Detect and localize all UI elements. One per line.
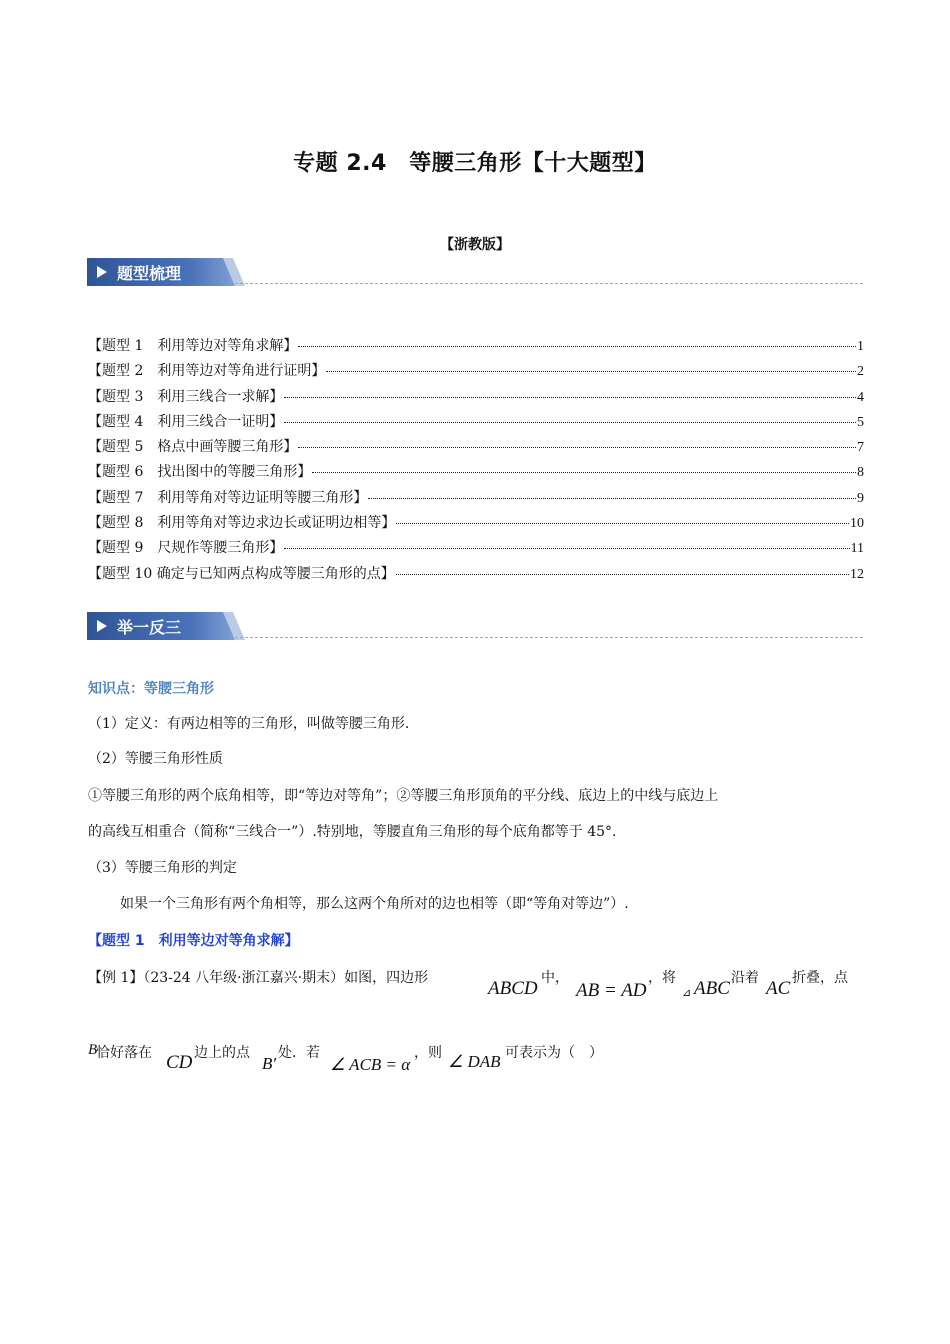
example-prefix: 【例 1】（23-24 八年级·浙江嘉兴·期末）如图，四边形 bbox=[88, 970, 429, 986]
toc-leader bbox=[284, 534, 849, 549]
example-text: 可表示为（ ） bbox=[505, 1045, 603, 1061]
toc-entry-3[interactable] bbox=[88, 385, 864, 410]
toc-page-number: 1 bbox=[857, 339, 864, 354]
page-title: 专题 2.4 等腰三角形【十大题型】 bbox=[293, 151, 657, 176]
math-abcd: ABCD bbox=[488, 978, 538, 999]
math-cd: CD bbox=[166, 1052, 193, 1073]
toc-entry-text: 【题型 2 利用等边对等角进行证明】 bbox=[88, 363, 326, 380]
toc-page-number: 9 bbox=[857, 490, 864, 506]
toc-entry-8[interactable] bbox=[88, 511, 864, 536]
toc-page-number: 12 bbox=[850, 566, 864, 582]
toc-entry-text: 【题型 4 利用三线合一证明】 bbox=[88, 413, 284, 430]
math-angle-acb-alpha: ∠ ACB = α bbox=[330, 1055, 411, 1074]
toc-entry-text: 【题型 9 尺规作等腰三角形】 bbox=[88, 540, 284, 557]
toc-entry-6[interactable] bbox=[88, 460, 864, 485]
example-text: 中， bbox=[541, 970, 569, 986]
section-banner-examples bbox=[87, 612, 863, 640]
toc-leader bbox=[312, 458, 856, 473]
toc-entry-text: 【题型 8 利用等角对等边求边长或证明边相等】 bbox=[88, 515, 396, 532]
toc-page-number: 7 bbox=[857, 440, 864, 456]
toc-entry-10[interactable] bbox=[88, 562, 864, 587]
toc-page-number: 10 bbox=[850, 516, 864, 532]
math-ac: AC bbox=[766, 978, 791, 999]
toc-entry-4[interactable] bbox=[88, 410, 864, 435]
toc-entry-9[interactable] bbox=[88, 536, 864, 561]
properties-paragraph-line2: 的高线互相重合（简称“三线合一”）.特别地，等腰直角三角形的每个底角都等于 45°. bbox=[88, 824, 617, 840]
toc-entry-text: 【题型 7 利用等角对等边证明等腰三角形】 bbox=[88, 489, 368, 506]
toc-page-number: 4 bbox=[857, 389, 864, 405]
math-b-prime: B′ bbox=[262, 1054, 277, 1073]
toc-page-number: 5 bbox=[857, 414, 864, 430]
toc-entry-text: 【题型 1 利用等边对等角求解】 bbox=[88, 338, 298, 354]
example-text: 边上的点 bbox=[194, 1045, 250, 1061]
example-text: 折叠，点 bbox=[792, 970, 848, 986]
section-banner-toc bbox=[87, 258, 863, 286]
example-text: 恰好落在 bbox=[96, 1045, 152, 1061]
toc-leader bbox=[326, 357, 856, 372]
math-ab-equals-ad: AB = AD bbox=[576, 980, 647, 1001]
toc-leader bbox=[368, 484, 856, 499]
toc-entry-text: 【题型 10 确定与已知两点构成等腰三角形的点】 bbox=[88, 565, 395, 582]
toc-leader bbox=[396, 509, 849, 524]
knowledge-heading: 知识点：等腰三角形 bbox=[88, 681, 214, 697]
triangle-icon: ⊿ bbox=[682, 987, 692, 999]
play-icon bbox=[97, 620, 107, 632]
example-text: ，将 bbox=[648, 970, 676, 986]
banner-label: 举一反三 bbox=[117, 618, 182, 637]
toc-leader bbox=[298, 433, 856, 448]
toc-leader bbox=[396, 560, 849, 575]
edition-label: 【浙教版】 bbox=[440, 237, 510, 253]
play-icon bbox=[97, 266, 107, 278]
math-b: B bbox=[88, 1042, 98, 1058]
properties-heading: （2）等腰三角形性质 bbox=[88, 751, 223, 767]
table-of-contents bbox=[88, 334, 864, 587]
toc-leader bbox=[284, 408, 856, 423]
toc-leader bbox=[298, 332, 856, 347]
criteria-paragraph: 如果一个三角形有两个角相等，那么这两个角所对的边也相等（即“等角对等边”）. bbox=[120, 896, 629, 912]
toc-entry-text: 【题型 6 找出图中的等腰三角形】 bbox=[88, 464, 312, 481]
definition-paragraph: （1）定义：有两边相等的三角形，叫做等腰三角形. bbox=[88, 716, 410, 732]
toc-entry-5[interactable] bbox=[88, 435, 864, 460]
example-text: 沿着 bbox=[731, 970, 759, 986]
math-angle-dab: ∠ DAB bbox=[448, 1052, 501, 1071]
toc-page-number: 8 bbox=[857, 465, 864, 481]
toc-page-number: 11 bbox=[850, 541, 864, 557]
toc-entry-text: 【题型 5 格点中画等腰三角形】 bbox=[88, 439, 298, 456]
toc-entry-text: 【题型 3 利用三线合一求解】 bbox=[88, 388, 284, 405]
properties-paragraph-line1: ①等腰三角形的两个底角相等，即“等边对等角”；②等腰三角形顶角的平分线、底边上的中线与底边上 bbox=[88, 788, 719, 804]
toc-leader bbox=[284, 383, 856, 398]
toc-page-number: 2 bbox=[857, 364, 864, 380]
criteria-heading: （3）等腰三角形的判定 bbox=[88, 860, 237, 876]
toc-entry-2[interactable] bbox=[88, 359, 864, 384]
toc-entry-1[interactable] bbox=[88, 334, 864, 359]
example-text: 处．若 bbox=[278, 1045, 320, 1061]
example-text: ，则 bbox=[414, 1045, 442, 1061]
banner-divider bbox=[235, 637, 863, 638]
banner-label: 题型梳理 bbox=[117, 264, 182, 283]
math-abc: ABC bbox=[694, 978, 730, 999]
toc-entry-7[interactable] bbox=[88, 486, 864, 511]
banner-divider bbox=[235, 283, 863, 284]
type1-heading: 【题型 1 利用等边对等角求解】 bbox=[88, 933, 299, 949]
